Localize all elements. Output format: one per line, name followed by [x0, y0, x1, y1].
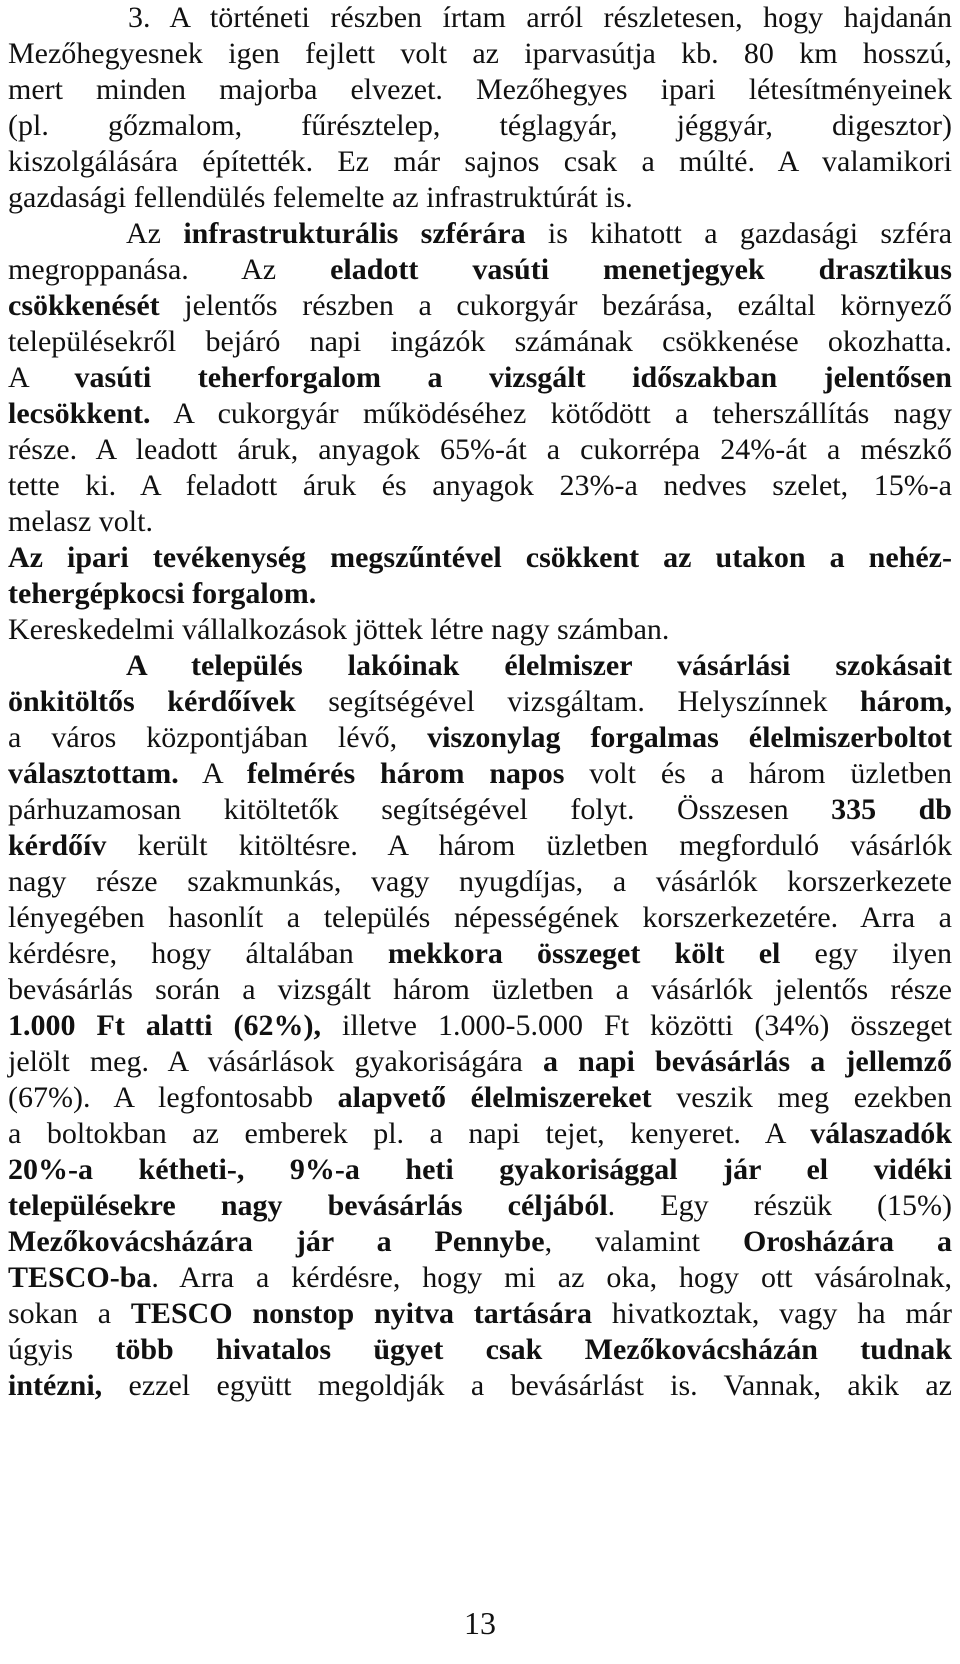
text-line	[8, 720, 952, 756]
text-run: jelentős részben a cukorgyár bezárása, ezáltal környező	[159, 289, 952, 322]
text-run: településekről bejáró napi ingázók számának csökkenése okozhatta.	[8, 325, 952, 358]
text-run: volt és a három üzletben	[564, 757, 953, 790]
text-run: . Arra a kérdésre, hogy mi az oka, hogy ott vásárolnak,	[151, 1261, 952, 1294]
text-run: egy ilyen	[780, 937, 952, 970]
text-line	[8, 936, 952, 972]
bold-text: intézni,	[8, 1369, 103, 1402]
text-line	[8, 1296, 952, 1332]
bold-text: Mezőkovácsházára jár a Pennybe	[8, 1225, 545, 1258]
text-run: párhuzamosan kitöltetők segítségével folyt. Összesen	[8, 793, 832, 826]
text-line	[8, 1224, 952, 1260]
text-run: sokan a	[8, 1297, 131, 1330]
text-run: tette ki. A feladott áruk és anyagok 23%-a nedves szelet, 15%-a	[8, 469, 952, 502]
text-run: A cukorgyár működéséhez kötődött a teherszállítás nagy	[150, 397, 952, 430]
text-line	[8, 0, 952, 36]
text-line	[8, 756, 952, 792]
text-run: illetve 1.000-5.000 Ft közötti (34%) összeget	[321, 1009, 952, 1042]
text-line	[8, 1332, 952, 1368]
text-run: (67%). A legfontosabb	[8, 1081, 338, 1114]
bold-text: infrastrukturális szférára	[183, 217, 526, 250]
page-number: 13	[464, 1605, 496, 1641]
text-run: gazdasági fellendülés felemelte az infrastruktúrát is.	[8, 181, 633, 214]
text-line	[8, 432, 952, 468]
text-line	[8, 1008, 952, 1044]
text-line	[8, 1368, 952, 1404]
text-run: úgyis	[8, 1333, 116, 1366]
text-run: megroppanása. Az	[8, 253, 331, 286]
text-line	[8, 396, 952, 432]
bold-text: több hivatalos ügyet csak Mezőkovácsházán tudnak	[115, 1333, 952, 1366]
text-line	[8, 828, 952, 864]
text-line	[8, 252, 952, 288]
text-run: . Egy részük (15%)	[607, 1189, 952, 1222]
text-line	[8, 324, 952, 360]
bold-text: településekre nagy bevásárlás céljából	[8, 1189, 608, 1222]
text-run: része. A leadott áruk, anyagok 65%-át a cukorrépa 24%-át a mészkő	[8, 433, 952, 466]
text-line	[8, 468, 952, 504]
bold-text: önkitöltős kérdőívek	[8, 685, 296, 718]
text-run: veszik meg ezekben	[651, 1081, 952, 1114]
text-run: hivatkoztak, vagy ha már	[592, 1297, 953, 1330]
text-run: , valamint	[544, 1225, 743, 1258]
bold-text: csökkenését	[8, 289, 160, 322]
bold-text: a napi bevásárlás a jellemző	[542, 1045, 952, 1078]
bold-text: 1.000 Ft alatti (62%),	[8, 1009, 321, 1042]
text-line	[8, 540, 952, 576]
text-run: nagy része szakmunkás, vagy nyugdíjas, a vásárlók korszerkezete	[8, 865, 952, 898]
text-run: ezzel együtt megoldják a bevásárlást is. Vannak, akik az	[102, 1369, 952, 1402]
bold-text: alapvető élelmiszereket	[337, 1081, 652, 1114]
text-run: kérdésre, hogy általában	[8, 937, 388, 970]
bold-text: 335 db	[831, 793, 952, 826]
text-line	[8, 576, 952, 612]
text-line	[8, 612, 952, 648]
bold-text: felmérés három napos	[246, 757, 565, 790]
bold-text: vasúti teherforgalom a vizsgált időszakban jelentősen	[74, 361, 952, 394]
text-run: Kereskedelmi vállalkozások jöttek létre nagy számban.	[8, 613, 670, 646]
text-run: mert minden majorba elvezet. Mezőhegyes ipari létesítményeinek	[8, 73, 952, 106]
text-run: lényegében hasonlít a település népességének korszerkezetére. Arra a	[8, 901, 952, 934]
text-line	[8, 72, 952, 108]
bold-text: három,	[860, 685, 952, 718]
text-line	[8, 216, 952, 252]
text-line	[8, 972, 952, 1008]
bold-text: A település lakóinak élelmiszer vásárlási szokásait	[126, 649, 952, 682]
text-line	[8, 504, 952, 540]
text-run: 3. A történeti részben írtam arról részletesen, hogy hajdanán	[128, 1, 952, 34]
text-run: melasz volt.	[8, 505, 153, 538]
text-run: is kihatott a gazdasági szféra	[525, 217, 953, 250]
text-line	[8, 684, 952, 720]
text-run: került kitöltésre. A három üzletben megforduló vásárlók	[106, 829, 952, 862]
text-line	[8, 36, 952, 72]
text-line	[8, 144, 952, 180]
bold-text: Az ipari tevékenység megszűntével csökkent az utakon a nehéz-	[8, 541, 952, 574]
text-run: a város központjában lévő,	[8, 721, 428, 754]
text-line	[8, 864, 952, 900]
text-line	[8, 1188, 952, 1224]
bold-text: TESCO-ba	[8, 1261, 152, 1294]
text-run: kiszolgálására építették. Ez már sajnos csak a múlté. A valamikori	[8, 145, 952, 178]
text-run: segítségével vizsgáltam. Helyszínnek	[295, 685, 861, 718]
bold-text: tehergépkocsi forgalom.	[8, 577, 317, 610]
text-line	[8, 792, 952, 828]
text-line	[8, 1260, 952, 1296]
text-line	[8, 1116, 952, 1152]
bold-text: mekkora összeget költ el	[387, 937, 781, 970]
bold-text: TESCO nonstop nyitva tartására	[130, 1297, 593, 1330]
text-run: Mezőhegyesnek igen fejlett volt az iparvasútja kb. 80 km hosszú,	[8, 37, 952, 70]
text-run: Az	[126, 217, 184, 250]
text-line	[8, 288, 952, 324]
bold-text: eladott vasúti menetjegyek drasztikus	[330, 253, 952, 286]
text-line	[8, 1044, 952, 1080]
text-line	[8, 1080, 952, 1116]
bold-text: válaszadók	[810, 1117, 952, 1150]
document-page	[8, 0, 952, 1664]
text-line	[8, 648, 952, 684]
bold-text: viszonylag forgalmas élelmiszerboltot	[427, 721, 953, 754]
text-run: (pl. gőzmalom, fűrésztelep, téglagyár, jéggyár, digesztor)	[8, 109, 952, 142]
text-run: A	[8, 361, 75, 394]
text-run: a boltokban az emberek pl. a napi tejet, kenyeret. A	[8, 1117, 811, 1150]
bold-text: lecsökkent.	[8, 397, 151, 430]
text-line	[8, 900, 952, 936]
text-run: jelölt meg. A vásárlások gyakoriságára	[8, 1045, 543, 1078]
text-line	[8, 360, 952, 396]
bold-text: kérdőív	[8, 829, 107, 862]
text-line	[8, 180, 952, 216]
bold-text: Orosházára a	[742, 1225, 952, 1258]
bold-text: 20%-a kétheti-, 9%-a heti gyakorisággal jár el vidéki	[8, 1153, 952, 1186]
text-run: A	[178, 757, 247, 790]
text-line	[8, 108, 952, 144]
text-run: bevásárlás során a vizsgált három üzletben a vásárlók jelentős része	[8, 973, 952, 1006]
text-line	[8, 1152, 952, 1188]
bold-text: választottam.	[8, 757, 179, 790]
